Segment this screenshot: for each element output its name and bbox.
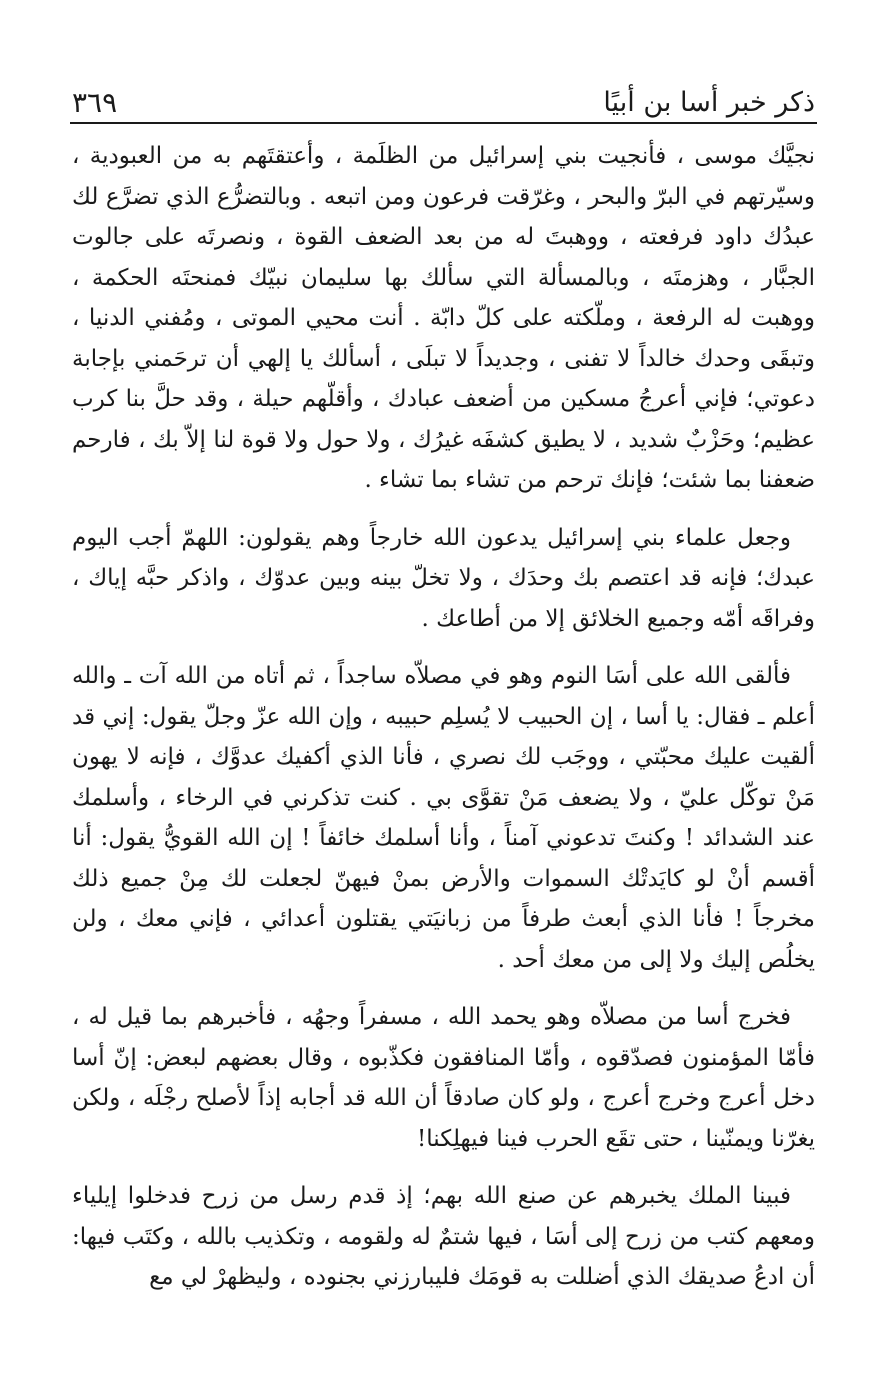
body-text [72, 136, 815, 1298]
paragraph-4: فخرج أسا من مصلاّه وهو يحمد الله ، مسفراً وجهُه ، فأخبرهم بما قيل له ، فأمّا المؤمنون فصدّقوه ، وأمّا المنافقون فكذّبوه ، وقال بعضهم لبعض: إنّ أسا دخل أعرج وخرج أعرج ، ولو كان صادقاً أن الله قد أجابه إذاً لأصلح رجْلَه ، ولكن يغرّنا ويمنّينا ، حتى تقَع الحرب فينا فيهلِكنا! [72, 1004, 815, 1152]
page-number: ٣٦٩ [72, 86, 118, 119]
paragraph-3: فألقى الله على أسَا النوم وهو في مصلاّه ساجداً ، ثم أتاه من الله آت ـ والله أعلم ـ فقال: يا أسا ، إن الحبيب لا يُسلِم حبيبه ، وإن الله عزّ وجلّ يقول: إني قد ألقيت عليك محبّتي ، ووجَب لك نصري ، فأنا الذي أكفيك عدوَّك ، فإنه لا يهون مَنْ توكّل عليّ ، ولا يضعف مَنْ تقوَّى بي . كنت تذكرني في الرخاء ، وأسلمك عند الشدائد ! وكنتَ تدعوني آمناً ، وأنا أسلمك خائفاً ! إن الله القويُّ يقول: أنا أقسم أنْ لو كايَدتْك السموات والأرض بمنْ فيهنّ لجعلت لك مِنْ جميع ذلك مخرجاً ! فأنا الذي أبعث طرفاً من زبانيَتي يقتلون أعدائي ، فإني معك ، ولن يخلُص إليك ولا إلى من معك أحد . [72, 663, 815, 973]
paragraph-1: نجيَّك موسى ، فأنجيت بني إسرائيل من الظلَمة ، وأعتقتَهم به من العبودية ، وسيّرتهم في البرّ والبحر ، وغرّقت فرعون ومن اتبعه . وبالتضرُّع الذي تضرَّع لك عبدُك داود فرفعته ، ووهبتَ له من بعد الضعف القوة ، ونصرتَه على جالوت الجبَّار ، وهزمتَه ، وبالمسألة التي سألك بها سليمان نبيّك فمنحتَه الحكمة ، ووهبت له الرفعة ، وملّكته على كلّ دابّة . أنت محيي الموتى ، ومُفني الدنيا ، وتبقَى وحدك خالداً لا تفنى ، وجديداً لا تبلَى ، أسألك يا إلهي أن ترحَمني بإجابة دعوتي؛ فإني أعرجُ مسكين من أضعف عبادك ، وأقلّهم حيلة ، وقد حلَّ بنا كرب عظيم؛ وحَزْبٌ شديد ، لا يطيق كشفَه غيرُك ، ولا حول ولا قوة لنا إلاّ بك ، فارحم ضعفنا بما شئت؛ فإنك ترحم من تشاء بما تشاء . [72, 143, 815, 493]
running-title: ذكر خبر أسا بن أبيًا [603, 87, 815, 118]
paragraph-2: وجعل علماء بني إسرائيل يدعون الله خارجاً وهم يقولون: اللهمّ أجب اليوم عبدك؛ فإنه قد اعتصم بك وحدَك ، ولا تخلّ بينه وبين عدوّك ، واذكر حبَّه إياك ، وفراقَه أمّه وجميع الخلائق إلا من أطاعك . [72, 524, 815, 632]
header-rule [70, 122, 817, 124]
paragraph-5: فبينا الملك يخبرهم عن صنع الله بهم؛ إذ قدم رسل من زرح فدخلوا إيلياء ومعهم كتب من زرح إلى أسَا ، فيها شتمٌ له ولقومه ، وتكذيب بالله ، وكتَب فيها: أن ادعُ صديقك الذي أضللت به قومَك فليبارزني بجنوده ، وليظهرْ لي مع [72, 1183, 815, 1290]
page-header [72, 78, 815, 120]
